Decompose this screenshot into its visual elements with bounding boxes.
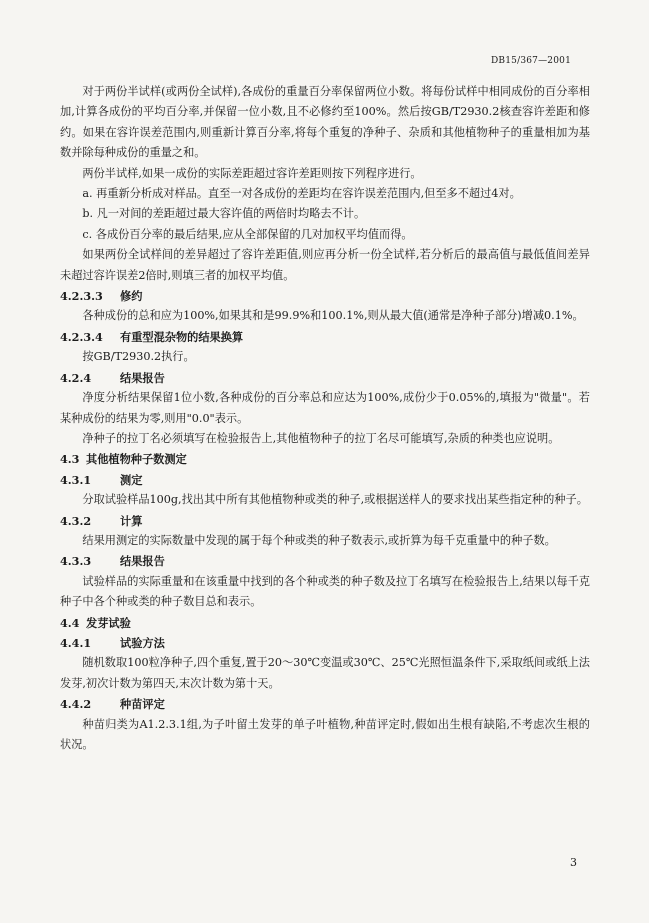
section-heading-4-4-1: 4.4.1 试验方法: [60, 635, 165, 650]
paragraph-calculation-count: 结果用测定的实际数量中发现的属于每个种或类的种子数表示,或折算为每千克重量中的种子数。: [82, 533, 556, 547]
page-number: 3: [570, 856, 577, 869]
section-heading-4-4-2: 4.4.2 种苗评定: [60, 697, 165, 712]
section-heading-4-3: 4.3 其他植物种子数测定: [60, 452, 187, 467]
paragraph-conversion: 按GB/T2930.2执行。: [82, 350, 195, 364]
section-heading-4-2-3-3: 4.2.3.3 修约: [60, 289, 143, 304]
section-heading-4-4: 4.4 发芽试验: [60, 615, 131, 630]
list-item-b: b. 凡一对间的差距超过最大容许值的两倍时均略去不计。: [82, 207, 366, 221]
paragraph-purity-report: 净度分析结果保留1位小数,各种成份的百分率总和应达为100%,成份少于0.05%的,填报为"微量"。若某种成份的结果为零,则用"0.0"表示。: [60, 391, 590, 425]
paragraph-determination: 分取试验样品100g,找出其中所有其他植物种或类的种子,或根据送样人的要求找出某些指定种的种子。: [82, 493, 588, 507]
section-heading-4-2-3-4: 4.2.3.4 有重型混杂物的结果换算: [60, 329, 244, 344]
paragraph-seedling-evaluation: 种苗归类为A1.2.3.1组,为子叶留土发芽的单子叶植物,种苗评定时,假如出生根有缺陷,不考虑次生根的状况。: [60, 717, 590, 751]
section-heading-4-3-2: 4.3.2 计算: [60, 513, 143, 528]
paragraph-calculation: 对于两份半试样(或两份全试样),各成份的重量百分率保留两位小数。将每份试样中相同成份的百分率相加,计算各成份的平均百分率,并保留一位小数,且不必修约至100%。然后按GB/T2930.2核查容许差距和修约。如果在容许误差范围内,则重新计算百分率,将每个重复的净种子、杂质和其他植物种子的重量相加为基数并除每种成份的重量之和。: [60, 85, 590, 160]
list-item-a: a. 再重新分析成对样品。直至一对各成份的差距均在容许误差范围内,但至多不超过4对。: [82, 187, 521, 201]
list-item-c: c. 各成份百分率的最后结果,应从全部保留的几对加权平均值而得。: [82, 227, 413, 241]
paragraph-germination-method: 随机数取100粒净种子,四个重复,置于20～30℃变温或30℃、25℃光照恒温条件下,采取纸间或纸上法发芽,初次计数为第四天,末次计数为第十天。: [60, 656, 590, 690]
section-heading-4-3-3: 4.3.3 结果报告: [60, 554, 165, 569]
paragraph-full-sample: 如果两份全试样间的差异超过了容许差距值,则应再分析一份全试样,若分析后的最高值与最低值间差异未超过容许误差2倍时,则填三者的加权平均值。: [60, 248, 590, 282]
paragraph-half-sample: 两份半试样,如果一成份的实际差距超过容许差距则按下列程序进行。: [82, 166, 422, 180]
paragraph-count-report: 试验样品的实际重量和在该重量中找到的各个种或类的种子数及拉丁名填写在检验报告上,结果以每千克种子中各个种或类的种子数目总和表示。: [60, 574, 590, 609]
section-heading-4-3-1: 4.3.1 测定: [60, 472, 143, 487]
section-heading-4-2-4: 4.2.4 结果报告: [60, 370, 165, 385]
document-body: [60, 82, 590, 755]
paragraph-rounding: 各种成份的总和应为100%,如果其和是99.9%和100.1%,则从最大值(通常是净种子部分)增减0.1%。: [82, 309, 584, 323]
document-code: DB15/367—2001: [491, 56, 571, 66]
paragraph-latin-names: 净种子的拉丁名必须填写在检验报告上,其他植物种子的拉丁名尽可能填写,杂质的种类也应说明。: [82, 431, 560, 445]
